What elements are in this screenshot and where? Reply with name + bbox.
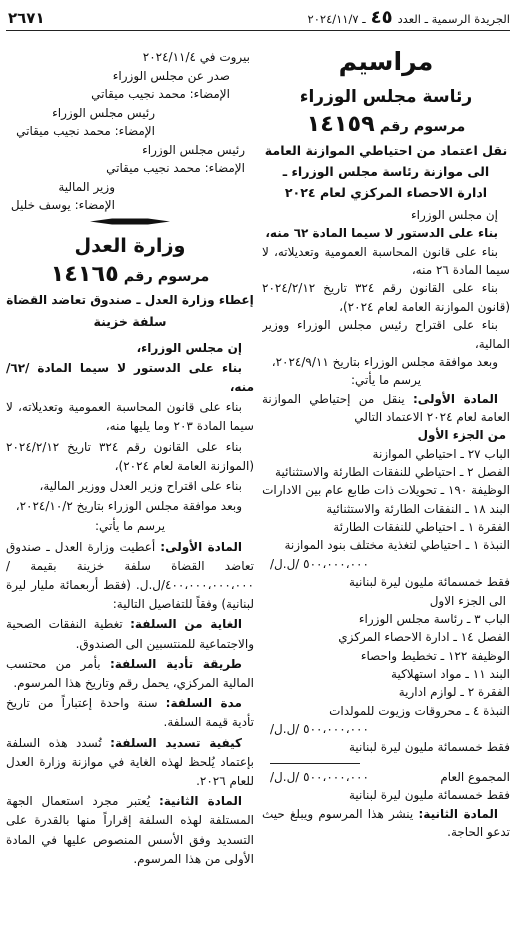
- right-column: [262, 38, 510, 926]
- preamble-clause: وبعد موافقة مجلس الوزراء بتاريخ ٢٠٢٤/١٠/٢،: [15, 499, 242, 514]
- signature-line: الإمضاء: محمد نجيب ميقاتي: [16, 124, 155, 138]
- decree-number-label: مرسوم رقم: [379, 119, 466, 135]
- signatory-title: وزير المالية: [58, 179, 115, 194]
- decree-subject-line: إعطاء وزارة العدل ـ صندوق تعاضد القضاة: [6, 292, 254, 307]
- article-text: ينقل من إحتياطي الموازنة العامة لعام ٢٠٢٤ الاعتماد التالي: [262, 391, 510, 424]
- decree-number-label: مرسوم رقم: [123, 268, 210, 285]
- decree-14159-number-line: [262, 111, 510, 140]
- preamble-intro: إن مجلس الوزراء: [411, 208, 498, 222]
- clause-label: كيفية تسديد السلفة:: [110, 735, 242, 750]
- preamble-clause: بناء على القانون رقم ٣٢٤ تاريخ ٢٠٢٤/٢/١٢ (قانون الموازنة العامة لعام ٢٠٢٤)،: [262, 281, 510, 314]
- budget-line: الفقرة ١ ـ احتياطي للنفقات الطارئة: [333, 520, 510, 535]
- article-1: [6, 538, 254, 615]
- article-label: المادة الثانية:: [158, 794, 242, 809]
- budget-line: النبذة ١ ـ احتياطي لتغذية مختلف بنود الموازنة: [284, 538, 510, 553]
- decrees-phrase: يرسم ما يأتي:: [350, 373, 422, 388]
- transfer-amount: ٥٠٠،٠٠٠،٠٠٠ /ل.ل/: [270, 722, 369, 737]
- clause-text: بأمر من محتسب المالية المركزي، يحمل رقم وتاريخ هذا المرسوم.: [6, 656, 254, 690]
- place-and-date: بيروت في ٢٠٢٤/١١/٤: [142, 50, 250, 64]
- transfer-to-heading: الى الجزء الاول: [429, 593, 506, 608]
- budget-line: الفصل ٢ ـ احتياطي للنفقات الطارئة والاستثنائية: [275, 465, 510, 480]
- advance-payment-method: [6, 655, 254, 693]
- clause-label: طريقة تأدية السلفة:: [109, 656, 242, 671]
- decrees-phrase: يرسم ما يأتي:: [94, 519, 166, 534]
- clause-text: سنة واحدة إعتباراً من تاريخ تأدية قيمة السلفة.: [6, 696, 254, 730]
- decree-subject-line: ادارة الاحصاء المركزي لعام ٢٠٢٤: [284, 185, 488, 200]
- decree-14165-number-line: [6, 261, 254, 290]
- signature-line: الإمضاء: يوسف خليل: [10, 198, 115, 212]
- preamble-clause: بناء على قانون المحاسبة العمومية وتعديلاته، لا سيما المادة ٢٦ منه،: [262, 244, 510, 278]
- article-text: يُعتبر مجرد استعمال الجهة المستلفة لهذه السلفة إقراراً منها بالقدرة على التسديد وفق الأسس المنصوص عليها في المادة الأولى من هذا المرسوم.: [6, 794, 254, 866]
- budget-line: الوظيفة ١٩٠ ـ تحويلات ذات طابع عام بين الادارات: [262, 483, 510, 498]
- budget-line: البند ١١ ـ مواد استهلاكية: [391, 666, 510, 681]
- total-separator-rule: [270, 763, 360, 764]
- preamble-clause: بناء على الدستور لا سيما المادة ٦٢ منه،: [265, 226, 498, 241]
- amount-in-words: فقط خمسمائة مليون ليرة لبنانية: [348, 740, 510, 755]
- issue-date: ـ ٢٠٢٤/١١/٧: [307, 12, 366, 26]
- budget-line: النبذة ٤ ـ محروقات وزيوت للمولدات: [329, 703, 510, 718]
- journal-label: الجريدة الرسمية ـ العدد: [397, 12, 510, 26]
- budget-line: الفصل ١٤ ـ ادارة الاحصاء المركزي: [338, 630, 510, 645]
- grand-total-amount: ٥٠٠،٠٠٠،٠٠٠ /ل.ل/: [270, 769, 369, 784]
- article-2: [262, 805, 510, 842]
- budget-line: الباب ٢٧ ـ احتياطي الموازنة: [372, 446, 510, 461]
- left-column: [6, 38, 254, 926]
- transfer-from-heading: من الجزء الأول: [417, 428, 506, 443]
- page-header: [6, 6, 510, 31]
- decree-14165-ministry: وزارة العدل: [74, 233, 186, 257]
- article-label: المادة الأولى:: [160, 539, 242, 554]
- decree-subject-line: نقل اعتماد من احتياطي الموازنة العامة: [264, 143, 508, 158]
- transfer-amount: ٥٠٠،٠٠٠،٠٠٠ /ل.ل/: [270, 556, 369, 571]
- article-text: أعطيت وزارة العدل ـ صندوق تعاضد القضاة سلفة خزينة بقيمة /٤٠٠،٠٠٠،٠٠٠،٠٠٠/ل.ل. (فقط أربعمائة مليار ليرة لبنانية) وفقاً للتفاصيل التالية:: [6, 539, 254, 612]
- preamble-clause: بناء على قانون المحاسبة العمومية وتعديلاته، لا سيما المادة ٢٠٣ وما يليها منه،: [6, 400, 254, 434]
- article-label: المادة الأولى:: [413, 391, 498, 406]
- budget-line: الباب ٣ ـ رئاسة مجلس الوزراء: [358, 611, 510, 626]
- budget-line: الوظيفة ١٢٢ ـ تخطيط واحصاء: [360, 648, 510, 663]
- signatory-title: رئيس مجلس الوزراء: [52, 105, 155, 120]
- article-2: [6, 792, 254, 869]
- preamble-clause: بناء على اقتراح وزير العدل ووزير المالية،: [39, 478, 242, 493]
- preamble-intro: إن مجلس الوزراء،: [136, 340, 242, 355]
- decree-14159-ministry: رئاسة مجلس الوزراء: [299, 87, 473, 107]
- decree-number: ١٤١٥٩: [306, 111, 375, 137]
- clause-label: الغاية من السلفة:: [130, 617, 242, 632]
- article-label: المادة الثانية:: [418, 806, 498, 821]
- amount-in-words: فقط خمسمائة مليون ليرة لبنانية: [348, 788, 510, 803]
- article-1: [262, 390, 510, 427]
- clause-label: مدة السلفة:: [165, 696, 242, 711]
- article-text: ينشر هذا المرسوم ويبلغ حيث تدعو الحاجة.: [262, 806, 510, 839]
- amount-in-words: فقط خمسمائة مليون ليرة لبنانية: [348, 575, 510, 590]
- issue-number: ٤٥: [370, 7, 393, 28]
- decree-subject-line: الى موازنة رئاسة مجلس الوزراء ـ: [282, 164, 490, 179]
- budget-line: البند ١٨ ـ النفقات الطارئة والاستثنائية: [326, 501, 510, 516]
- preamble-clause: وبعد موافقة مجلس الوزراء بتاريخ ٢٠٢٤/٩/١١،: [271, 354, 498, 369]
- clause-text: تغطية النفقات الصحية والاجتماعية للمنتسبين الى الصندوق.: [6, 617, 254, 651]
- advance-duration: [6, 694, 254, 732]
- signatory-title: رئيس مجلس الوزراء: [142, 142, 245, 157]
- preamble-clause: بناء على اقتراح رئيس مجلس الوزراء ووزير المالية،: [262, 318, 510, 351]
- preamble-clause: بناء على الدستور لا سيما المادة /٦٢/ منه،: [6, 360, 254, 394]
- decree-subject-line: سلفة خزينة: [93, 313, 167, 329]
- signature-line: الإمضاء: محمد نجيب ميقاتي: [91, 87, 230, 101]
- clause-text: تُسدد هذه السلفة بإعتماد يُلحظ لهذه الغاية في موازنة وزارة العدل للعام ٢٠٢٦.: [6, 735, 254, 788]
- grand-total-label: المجموع العام: [440, 769, 510, 784]
- page-number: ٢٦٧١: [8, 9, 45, 27]
- advance-repayment: [6, 734, 254, 792]
- decree-number: ١٤١٦٥: [50, 260, 119, 287]
- signature-line: الإمضاء: محمد نجيب ميقاتي: [106, 161, 245, 175]
- preamble-clause: بناء على القانون رقم ٣٢٤ تاريخ ٢٠٢٤/٢/١٢ (الموازنة العامة لعام ٢٠٢٤)،: [6, 439, 254, 473]
- budget-line: الفقرة ٢ ـ لوازم ادارية: [398, 685, 510, 700]
- journal-title: [308, 6, 510, 30]
- grand-total-row: [262, 768, 510, 786]
- advance-purpose: [6, 615, 254, 653]
- decorative-divider: [90, 217, 170, 226]
- section-title: مراسيم: [338, 47, 434, 76]
- issued-by: صدر عن مجلس الوزراء: [112, 68, 230, 83]
